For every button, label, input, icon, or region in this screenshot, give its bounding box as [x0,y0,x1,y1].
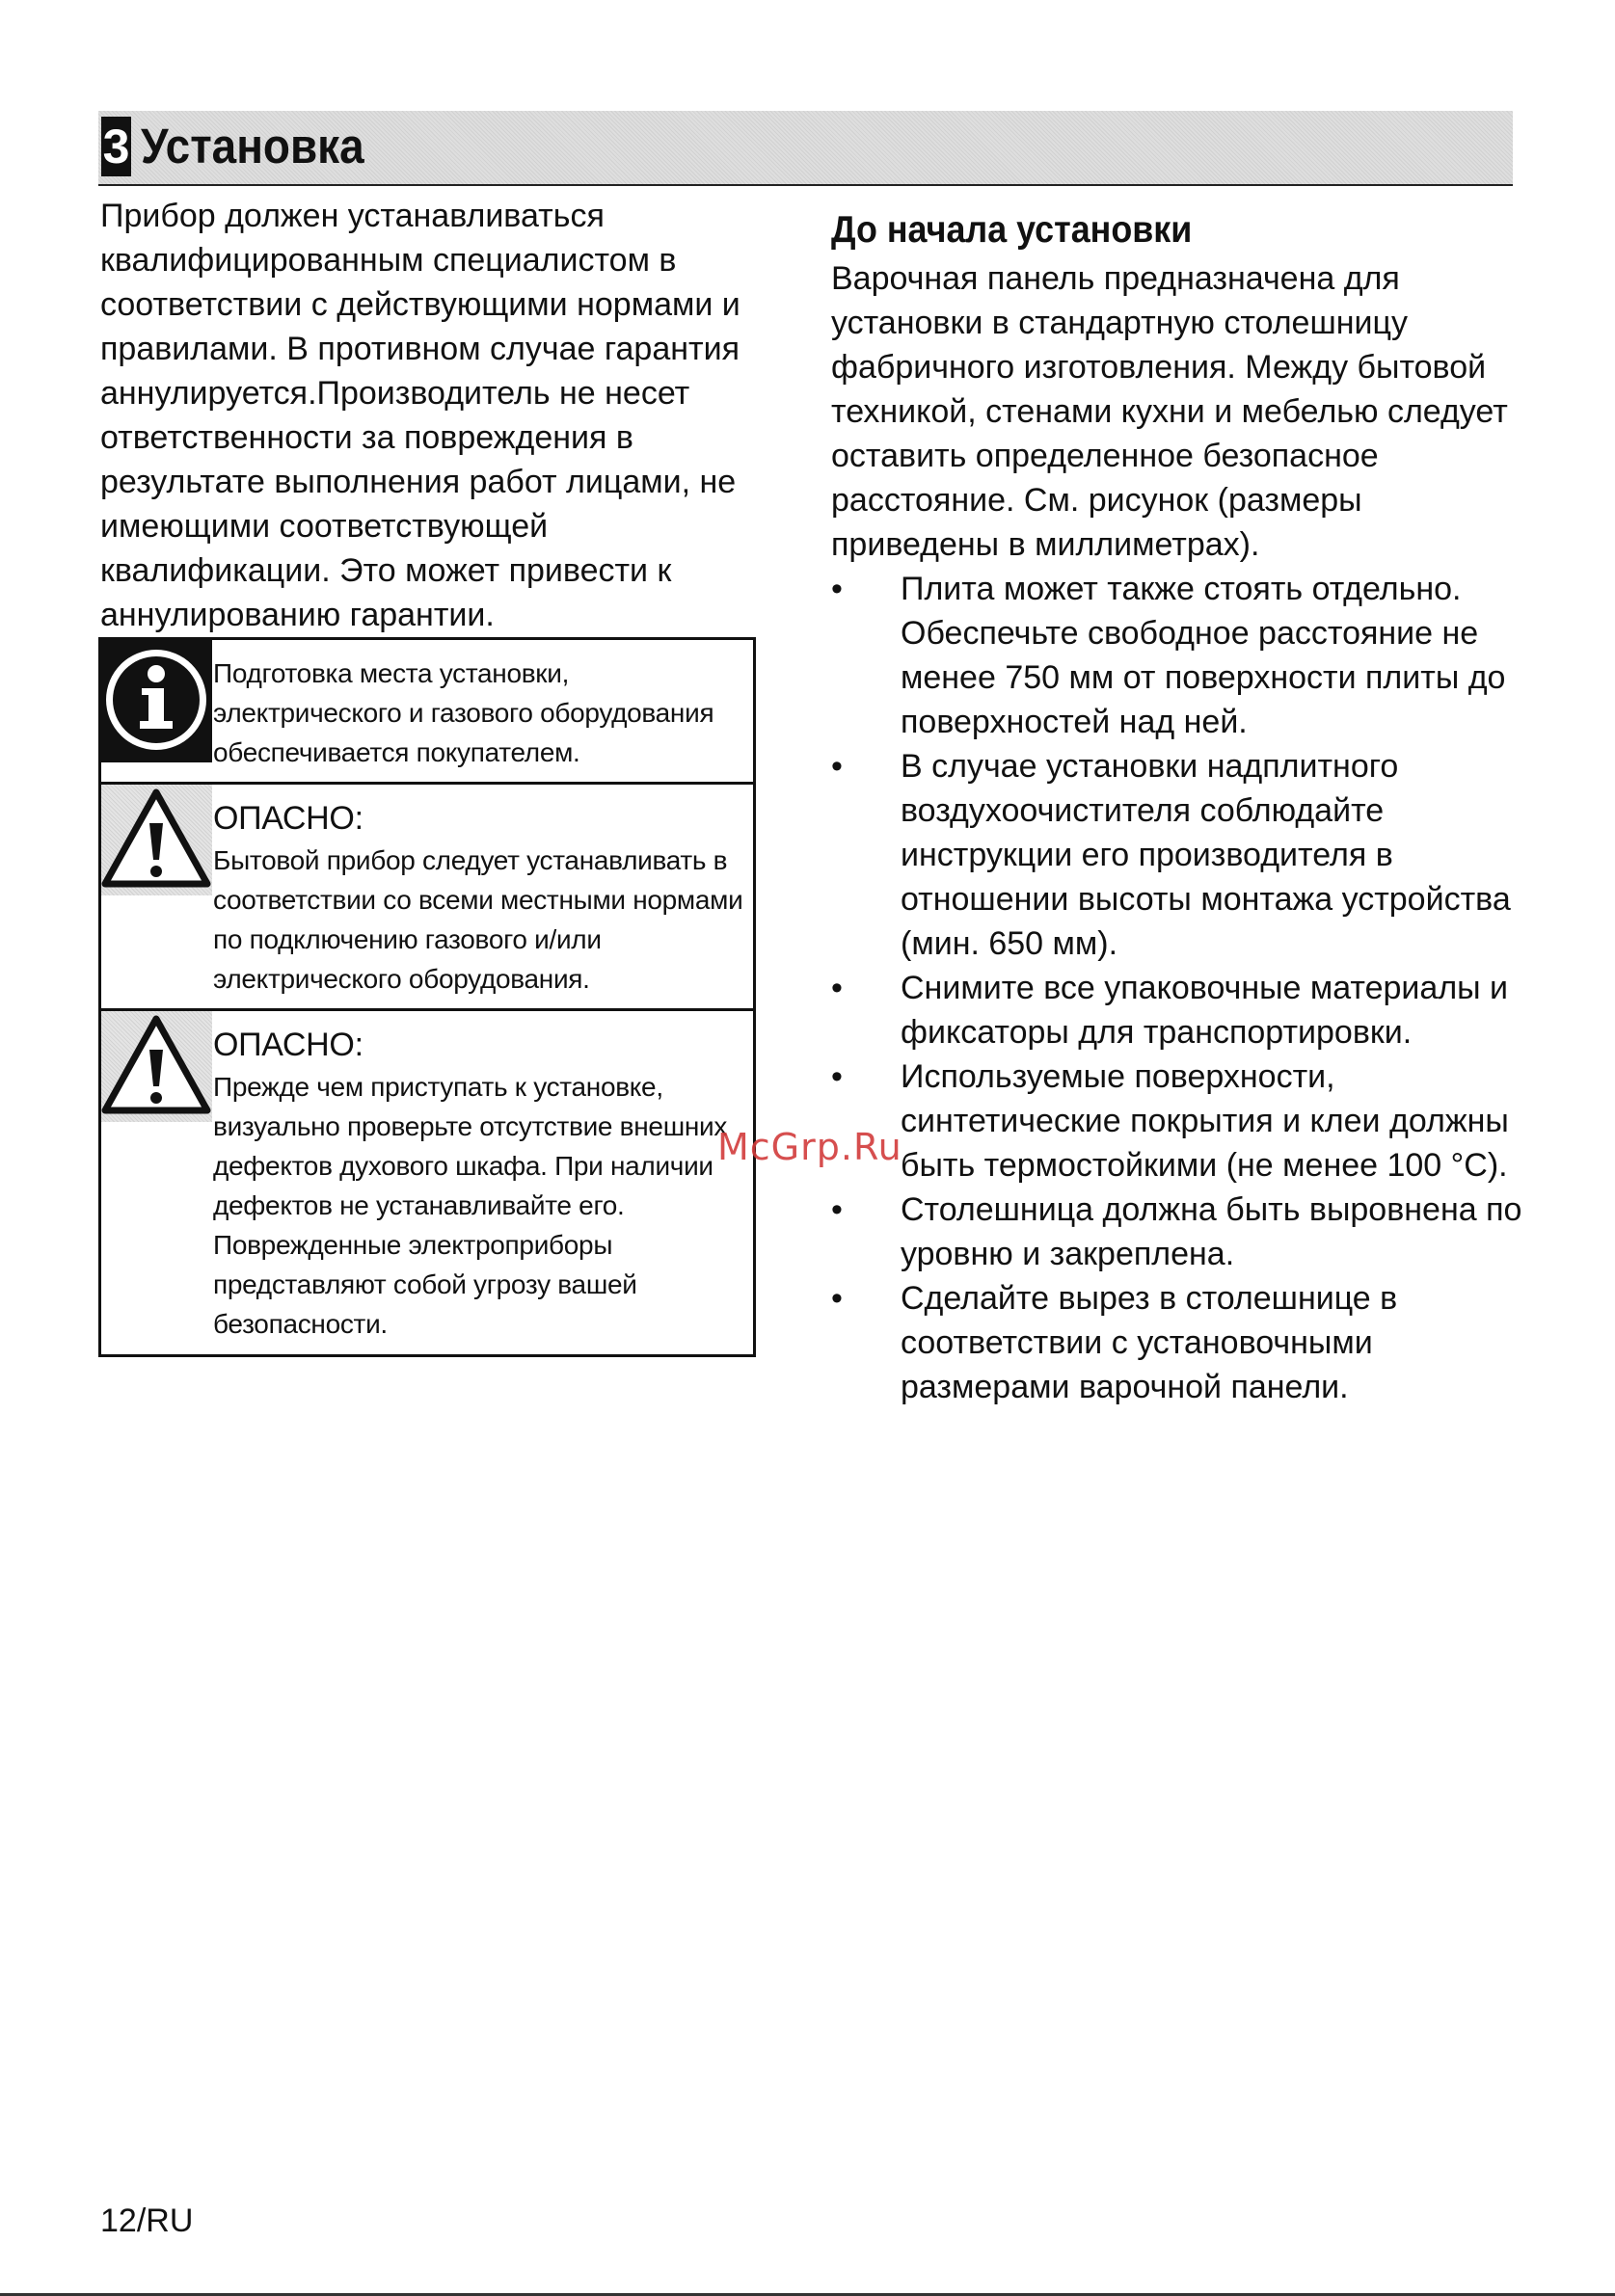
list-item [831,1055,1525,1188]
notice-danger-2-text: Прежде чем приступать к установке, визуально проверьте отсутствие внешних дефектов духового шкафа. При наличии дефектов не устанавливайте его. Поврежденные электроприборы представляют собой угрозу вашей безопасности. [213,1072,728,1339]
notice-box [98,637,756,1357]
section-number-badge: 3 [101,117,131,176]
right-column [831,204,1525,1409]
bullet-icon: • [831,1280,843,1317]
section-header [98,111,1513,186]
bullet-icon: • [831,571,843,607]
info-icon [101,640,212,762]
installation-checklist [831,567,1525,1409]
warning-icon [101,1011,212,1122]
list-item-text: Плита может также стоять отдельно. Обеспечьте свободное расстояние не менее 750 мм от поверхности плиты до поверхностей над ней. [901,571,1506,740]
left-column [100,194,780,637]
bullet-icon: • [831,1058,843,1095]
list-item [831,1188,1525,1276]
right-paragraph: Варочная панель предназначена для установки в стандартную столешницу фабричного изготовления. Между бытовой техникой, стенами кухни и мебелью следует оставить определенное безопасное расстояние. См. рисунок (размеры приведены в миллиметрах). [831,260,1508,563]
notice-info [101,640,753,785]
notice-danger-2-title: ОПАСНО: [213,1027,363,1063]
bullet-icon: • [831,1191,843,1228]
notice-danger-2-content [213,1025,751,1344]
notice-danger-1-title: ОПАСНО: [213,800,363,837]
intro-paragraph: Прибор должен устанавливаться квалифицированным специалистом в соответствии с действующими нормами и правилами. В противном случае гарантия аннулируется.Производитель не несет ответственности за повреждения в результате выполнения работ лицами, не имеющими соответствующей квалификации. Это может привести к аннулированию гарантии. [100,198,740,633]
before-installation-heading: До начала установки [831,209,1193,251]
bullet-icon: • [831,748,843,785]
list-item [831,966,1525,1055]
notice-danger-1-content [213,798,751,999]
notice-danger-2 [101,1011,753,1354]
section-title: Установка [141,119,364,174]
list-item [831,1276,1525,1409]
list-item [831,567,1525,744]
list-item-text: Используемые поверхности, синтетические покрытия и клеи должны быть термостойкими (не менее 100 °C). [901,1058,1509,1184]
watermark: McGrp.Ru [717,1126,902,1168]
notice-info-text: Подготовка места установки, электрического и газового оборудования обеспечивается покупателем. [213,658,714,767]
notice-danger-1-text: Бытовой прибор следует устанавливать в соответствии со всеми местными нормами по подключению газового и/или электрического оборудования. [213,845,743,994]
page-number: 12/RU [100,2203,194,2239]
list-item [831,744,1525,966]
notice-danger-1 [101,785,753,1011]
list-item-text: Снимите все упаковочные материалы и фиксаторы для транспортировки. [901,970,1509,1051]
list-item-text: Сделайте вырез в столешнице в соответствии с установочными размерами варочной панели. [901,1280,1398,1405]
warning-icon [101,785,212,895]
bullet-icon: • [831,970,843,1006]
list-item-text: Столешница должна быть выровнена по уровню и закреплена. [901,1191,1522,1272]
list-item-text: В случае установки надплитного воздухоочистителя соблюдайте инструкции его производителя в отношении высоты монтажа устройства (мин. 650 мм). [901,748,1511,962]
